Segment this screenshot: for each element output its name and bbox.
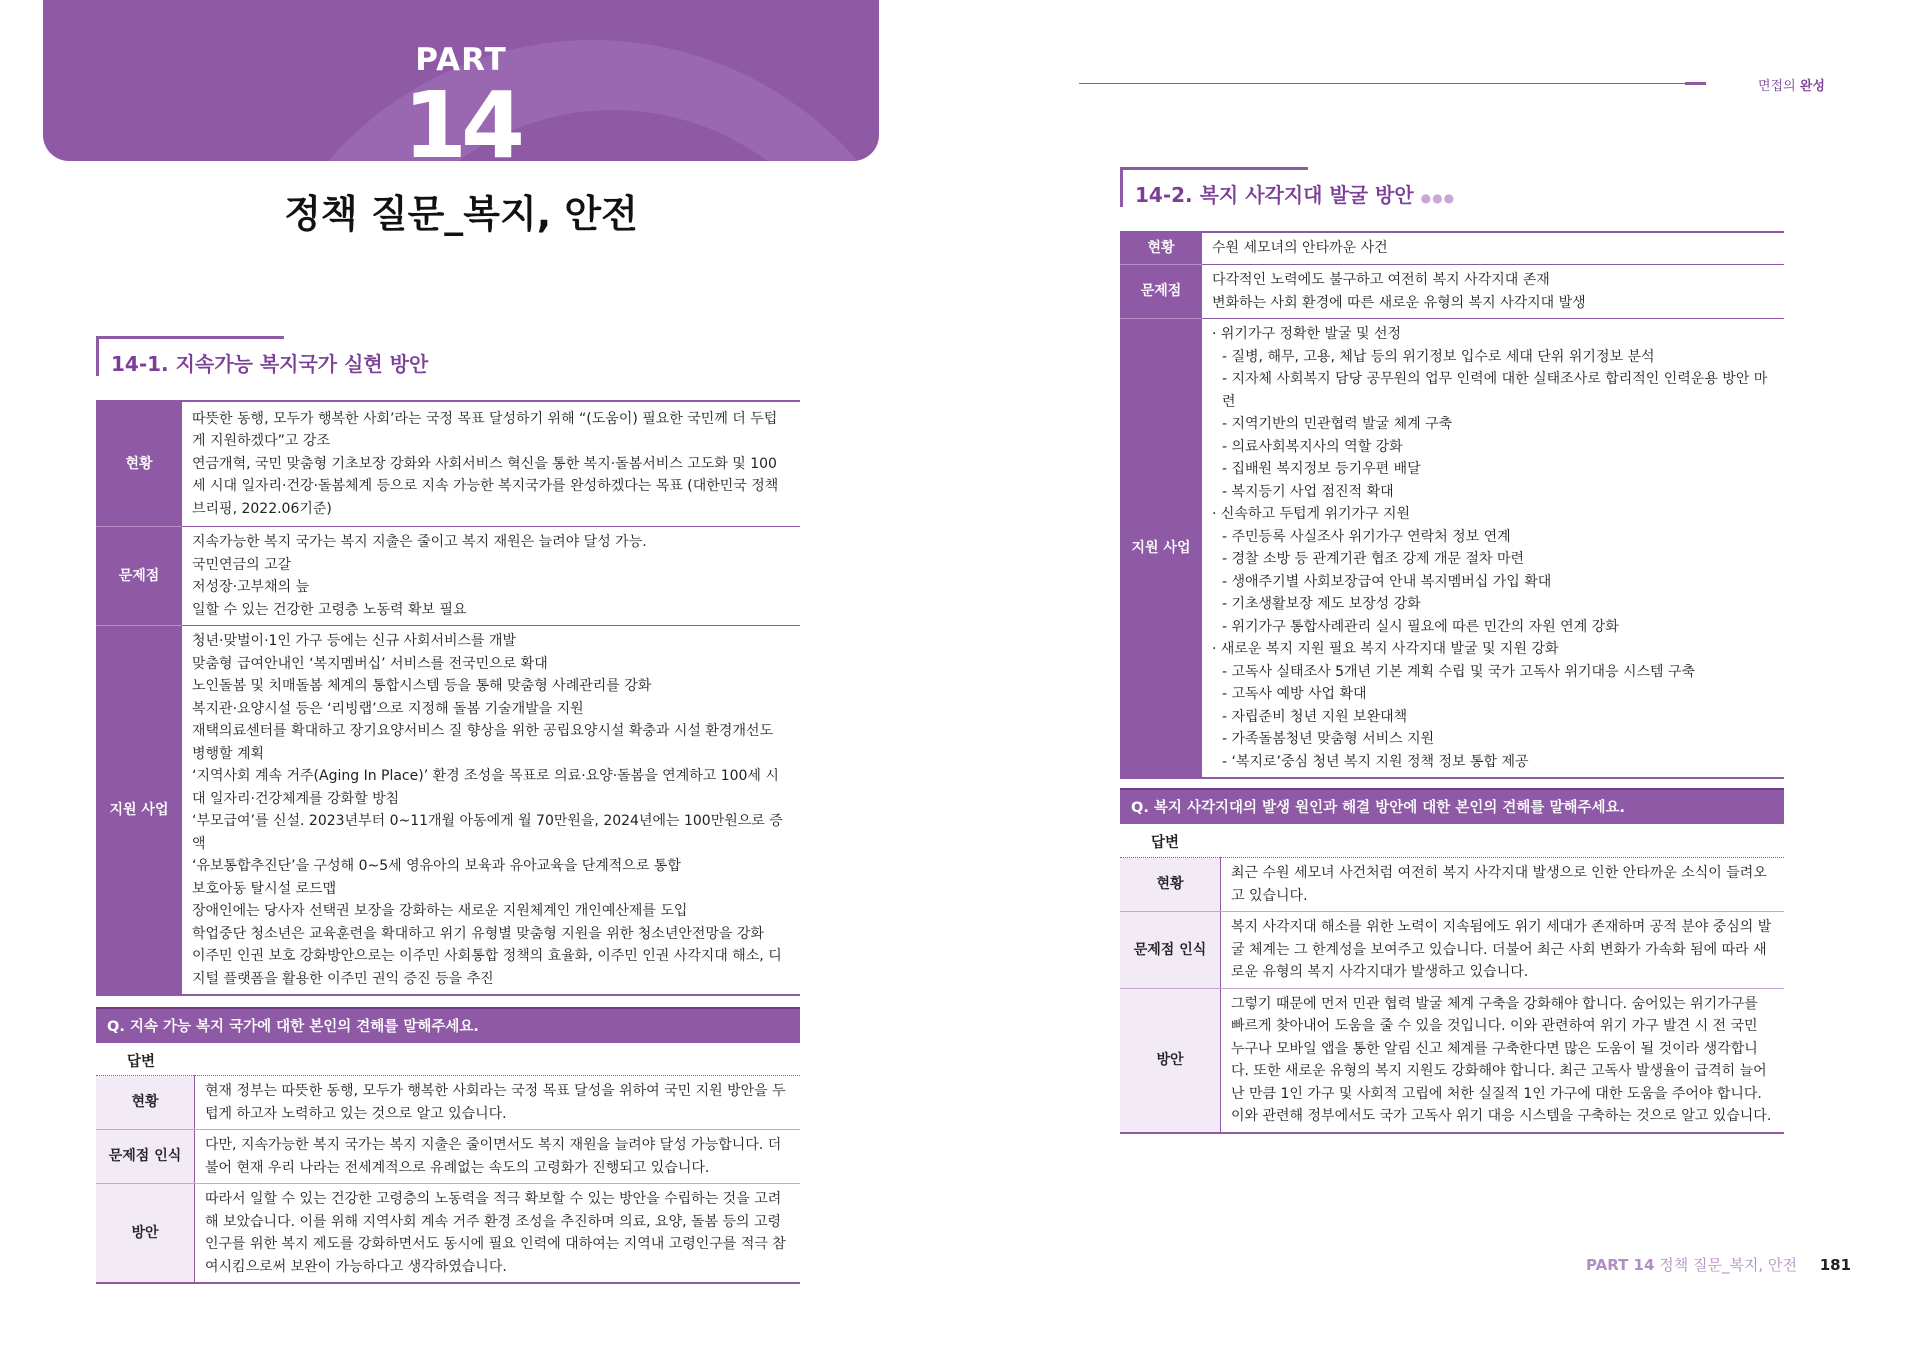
row-line: - 생애주기별 사회보장급여 안내 복지멤버십 가입 확대: [1222, 573, 1552, 590]
row-line: 장애인에는 당사자 선택권 보장을 강화하는 새로운 지원체계인 개인예산제를 도입: [192, 903, 688, 919]
row-line: - 지역기반의 민관협력 발굴 체계 구축: [1222, 416, 1453, 432]
running-head-prefix: 면접의: [1758, 79, 1800, 94]
section1-title: 14-1. 지속가능 복지국가 실현 방안: [111, 352, 429, 376]
row-line: 다각적인 노력에도 불구하고 여전히 복지 사각지대 존재: [1212, 272, 1550, 288]
table-row: [96, 1184, 800, 1284]
table-row: [96, 401, 800, 527]
table-row: [1120, 912, 1784, 989]
answer-label: 문제점 인식: [1120, 912, 1221, 989]
table-row: [1120, 232, 1784, 265]
row-line: · 위기가구 정확한 발굴 및 선정: [1212, 326, 1401, 342]
section1-answer-table: [96, 1075, 800, 1284]
row-line: ‘부모급여’를 신설. 2023년부터 0~11개월 아동에게 월 70만원을, 2024년에는 100만원으로 증액: [192, 813, 783, 852]
running-head-accent: [1685, 82, 1706, 85]
row-line: 변화하는 사회 환경에 따른 새로운 유형의 복지 사각지대 발생: [1212, 294, 1586, 311]
section2-info-table: [1120, 231, 1784, 779]
row-line: · 새로운 복지 지원 필요 복지 사각지대 발굴 및 지원 강화: [1212, 641, 1559, 657]
row-line: - 경찰 소방 등 관계기관 협조 강제 개문 절차 마련: [1222, 551, 1525, 567]
section2-heading: [1120, 167, 1456, 207]
section1-heading: [96, 336, 429, 376]
row-line: - 의료사회복지사의 역할 강화: [1222, 438, 1403, 455]
row-line: - 기초생활보장 제도 보장성 강화: [1222, 596, 1421, 612]
row-line: 이주민 인권 보호 강화방안으로는 이주민 사회통합 정책의 효율화, 이주민 인권 사각지대 해소, 디지털 플랫폼을 활용한 이주민 권익 증진 등을 추진: [192, 948, 782, 987]
row-line: · 신속하고 두텁게 위기가구 지원: [1212, 506, 1411, 522]
row-value: [1202, 265, 1784, 319]
answer-text: 따라서 일할 수 있는 건강한 고령층의 노동력을 적극 확보할 수 있는 방안을 수립하는 것을 고려해 보았습니다. 이를 위해 지역사회 계속 거주 환경 조성을 추진하며 의료, 요양, 돌봄 등의 고령 인구를 위한 복지 제도를 강화하면서도 동시에 필요 인력에 대하여는 지역내 고령인구를 적극 참여시킴으로써 보완이 가능하다고 생각하였습니다.: [195, 1184, 801, 1284]
table-row: [96, 626, 800, 996]
row-line: 수원 세모녀의 안타까운 사건: [1212, 240, 1388, 257]
row-line: - 지자체 사회복지 담당 공무원의 업무 인력에 대한 실태조사로 합리적인 인력운용 방안 마련: [1222, 371, 1768, 410]
right-page: [960, 0, 1920, 1355]
answer-text: 그렇기 때문에 먼저 민관 협력 발굴 체계 구축을 강화해야 합니다. 숨어있는 위기가구를 빠르게 찾아내어 도움을 줄 수 있을 것입니다. 이와 관련하여 위기 가구 발견 시 전 국민 누구나 모바일 앱을 통한 알림 신고 체계를 구축한다면 많은 도움이 될 것이라 생각합니다. 또한 새로운 유형의 복지 지원도 강화해야 합니다. 최근 고독사 발생율이 급격히 늘어난 만큼 1인 가구 및 사회적 고립에 처한 실질적 1인 가구에 대한 도움을 주어야 합니다. 이와 관련해 정부에서도 국가 고독사 위기 대응 시스템을 구축하는 것으로 알고 있습니다.: [1221, 988, 1785, 1133]
row-label: 현황: [96, 401, 182, 527]
row-line: - 주민등록 사실조사 위기가구 연락처 정보 연계: [1222, 528, 1511, 545]
row-label: 현황: [1120, 232, 1202, 265]
row-line: - ‘복지로’중심 청년 복지 지원 정책 정보 통합 제공: [1222, 753, 1529, 770]
row-line: 보호아동 탈시설 로드맵: [192, 880, 337, 897]
row-value: [182, 401, 800, 527]
answer-label: 현황: [96, 1076, 195, 1130]
answer-label: 방안: [96, 1184, 195, 1284]
row-line: - 고독사 예방 사업 확대: [1222, 686, 1367, 702]
row-label: 문제점: [1120, 265, 1202, 319]
row-line: - 고독사 실태조사 5개년 기본 계획 수립 및 국가 고독사 위기대응 시스템 구축: [1222, 663, 1696, 680]
row-line: ‘유보통합추진단’을 구성해 0~5세 영유아의 보육과 유아교육을 단계적으로 통합: [192, 858, 681, 874]
section1-answer-label: 답변: [127, 1054, 156, 1070]
row-value: [182, 527, 800, 626]
running-head-bold: 완성: [1799, 79, 1825, 94]
table-row: [1120, 858, 1784, 912]
row-line: 저성장·고부채의 늪: [192, 579, 310, 595]
section1-info-table: [96, 400, 800, 996]
table-row: [1120, 265, 1784, 319]
running-head-rule: [1079, 83, 1706, 84]
answer-text: 최근 수원 세모녀 사건처럼 여전히 복지 사각지대 발생으로 인한 안타까운 소식이 들려오고 있습니다.: [1221, 858, 1785, 912]
answer-label: 문제점 인식: [96, 1130, 195, 1184]
row-label: 지원 사업: [96, 626, 182, 996]
answer-text: 다만, 지속가능한 복지 국가는 복지 지출은 줄이면서도 복지 재원을 늘려야 달성 가능합니다. 더불어 현재 우리 나라는 전세계적으로 유례없는 속도의 고령화가 진행되고 있습니다.: [195, 1130, 801, 1184]
footer-part: PART 14: [1586, 1256, 1655, 1274]
row-value: [182, 626, 800, 996]
row-line: 맞춤형 급여안내인 ‘복지멤버십’ 서비스를 전국민으로 확대: [192, 655, 548, 672]
row-line: - 위기가구 통합사례관리 실시 필요에 따른 민간의 자원 연계 강화: [1222, 618, 1619, 635]
section2-title-wrap: [1135, 179, 1455, 208]
row-line: - 복지등기 사업 점진적 확대: [1222, 483, 1394, 500]
section2-question: Q. 복지 사각지대의 발생 원인과 해결 방안에 대한 본인의 견해를 말해주세요.: [1120, 788, 1784, 824]
row-line: 노인돌봄 및 치매돌봄 체계의 통합시스템 등을 통해 맞춤형 사례관리를 강화: [192, 678, 652, 694]
part-label: PART: [415, 42, 507, 78]
part-number: 14: [402, 72, 520, 161]
answer-text: 복지 사각지대 해소를 위한 노력이 지속됨에도 위기 세대가 존재하며 공적 분야 중심의 발굴 체계는 그 한계성을 보여주고 있습니다. 더불어 최근 사회 변화가 가속화 됨에 따라 새로운 유형의 복지 사각지대가 발생하고 있습니다.: [1221, 912, 1785, 989]
answer-text: 현재 정부는 따뜻한 동행, 모두가 행복한 사회라는 국정 목표 달성을 위하여 국민 지원 방안을 두텁게 하고자 노력하고 있는 것으로 알고 있습니다.: [195, 1076, 801, 1130]
row-line: 일할 수 있는 건강한 고령층 노동력 확보 필요: [192, 601, 467, 618]
row-line: 복지관·요양시설 등은 ‘리빙랩’으로 지정해 돌봄 기술개발을 지원: [192, 700, 584, 717]
row-line: 따뜻한 동행, 모두가 행복한 사회’라는 국정 목표 달성하기 위해 “(도움이) 필요한 국민께 더 두텁게 지원하겠다”고 강조: [192, 410, 778, 450]
row-line: - 질병, 해무, 고용, 체납 등의 위기정보 입수로 세대 단위 위기정보 분석: [1222, 348, 1655, 365]
section2-answer-table: [1120, 857, 1784, 1134]
table-row: [96, 527, 800, 626]
table-row: [1120, 319, 1784, 779]
dots-icon: ●●●: [1420, 191, 1456, 205]
footer-title: 정책 질문_복지, 안전: [1659, 1256, 1797, 1274]
row-label: 문제점: [96, 527, 182, 626]
section2-heading-rule: [1123, 167, 1308, 170]
page-title: 정책 질문_복지, 안전: [284, 192, 638, 236]
row-line: 재택의료센터를 확대하고 장기요양서비스 질 향상을 위한 공립요양시설 확충과 시설 환경개선도 병행할 계획: [192, 723, 774, 762]
page-footer: [1586, 1254, 1851, 1275]
row-value: [1202, 232, 1784, 265]
answer-label: 방안: [1120, 988, 1221, 1133]
answer-label: 현황: [1120, 858, 1221, 912]
section2-title: 14-2. 복지 사각지대 발굴 방안: [1135, 183, 1414, 207]
table-row: [96, 1130, 800, 1184]
row-value: [1202, 319, 1784, 779]
row-line: ‘지역사회 계속 거주(Aging In Place)’ 환경 조성을 목표로 의료·요양·돌봄을 연계하고 100세 시대 일자리·건강체계를 강화할 방침: [192, 768, 779, 807]
part-banner: [43, 0, 879, 161]
section2-answer-label: 답변: [1151, 835, 1180, 851]
section1-question: Q. 지속 가능 복지 국가에 대한 본인의 견해를 말해주세요.: [96, 1007, 800, 1043]
running-head: [1758, 75, 1825, 94]
row-line: 학업중단 청소년은 교육훈련을 확대하고 위기 유형별 맞춤형 지원을 위한 청소년안전망을 강화: [192, 925, 764, 942]
row-line: - 집배원 복지정보 등기우편 배달: [1222, 461, 1421, 477]
row-label: 지원 사업: [1120, 319, 1202, 779]
table-row: [96, 1076, 800, 1130]
page-number: 181: [1819, 1256, 1852, 1274]
row-line: 국민연금의 고갈: [192, 556, 292, 573]
row-line: - 자립준비 청년 지원 보완대책: [1222, 708, 1408, 725]
row-line: - 가족돌봄청년 맞춤형 서비스 지원: [1222, 731, 1435, 747]
section1-heading-rule: [99, 336, 284, 339]
table-row: [1120, 988, 1784, 1133]
row-line: 연금개혁, 국민 맞춤형 기초보장 강화와 사회서비스 혁신을 통한 복지·돌봄서비스 고도화 및 100세 시대 일자리·건강·돌봄체계 등으로 지속 가능한 복지국가를 완성하겠다는 목표 (대한민국 정책브리핑, 2022.06기준): [192, 455, 779, 517]
row-line: 지속가능한 복지 국가는 복지 지출은 줄이고 복지 재원은 늘려야 달성 가능.: [192, 534, 647, 550]
row-line: 청년·맞벌이·1인 가구 등에는 신규 사회서비스를 개발: [192, 633, 517, 649]
